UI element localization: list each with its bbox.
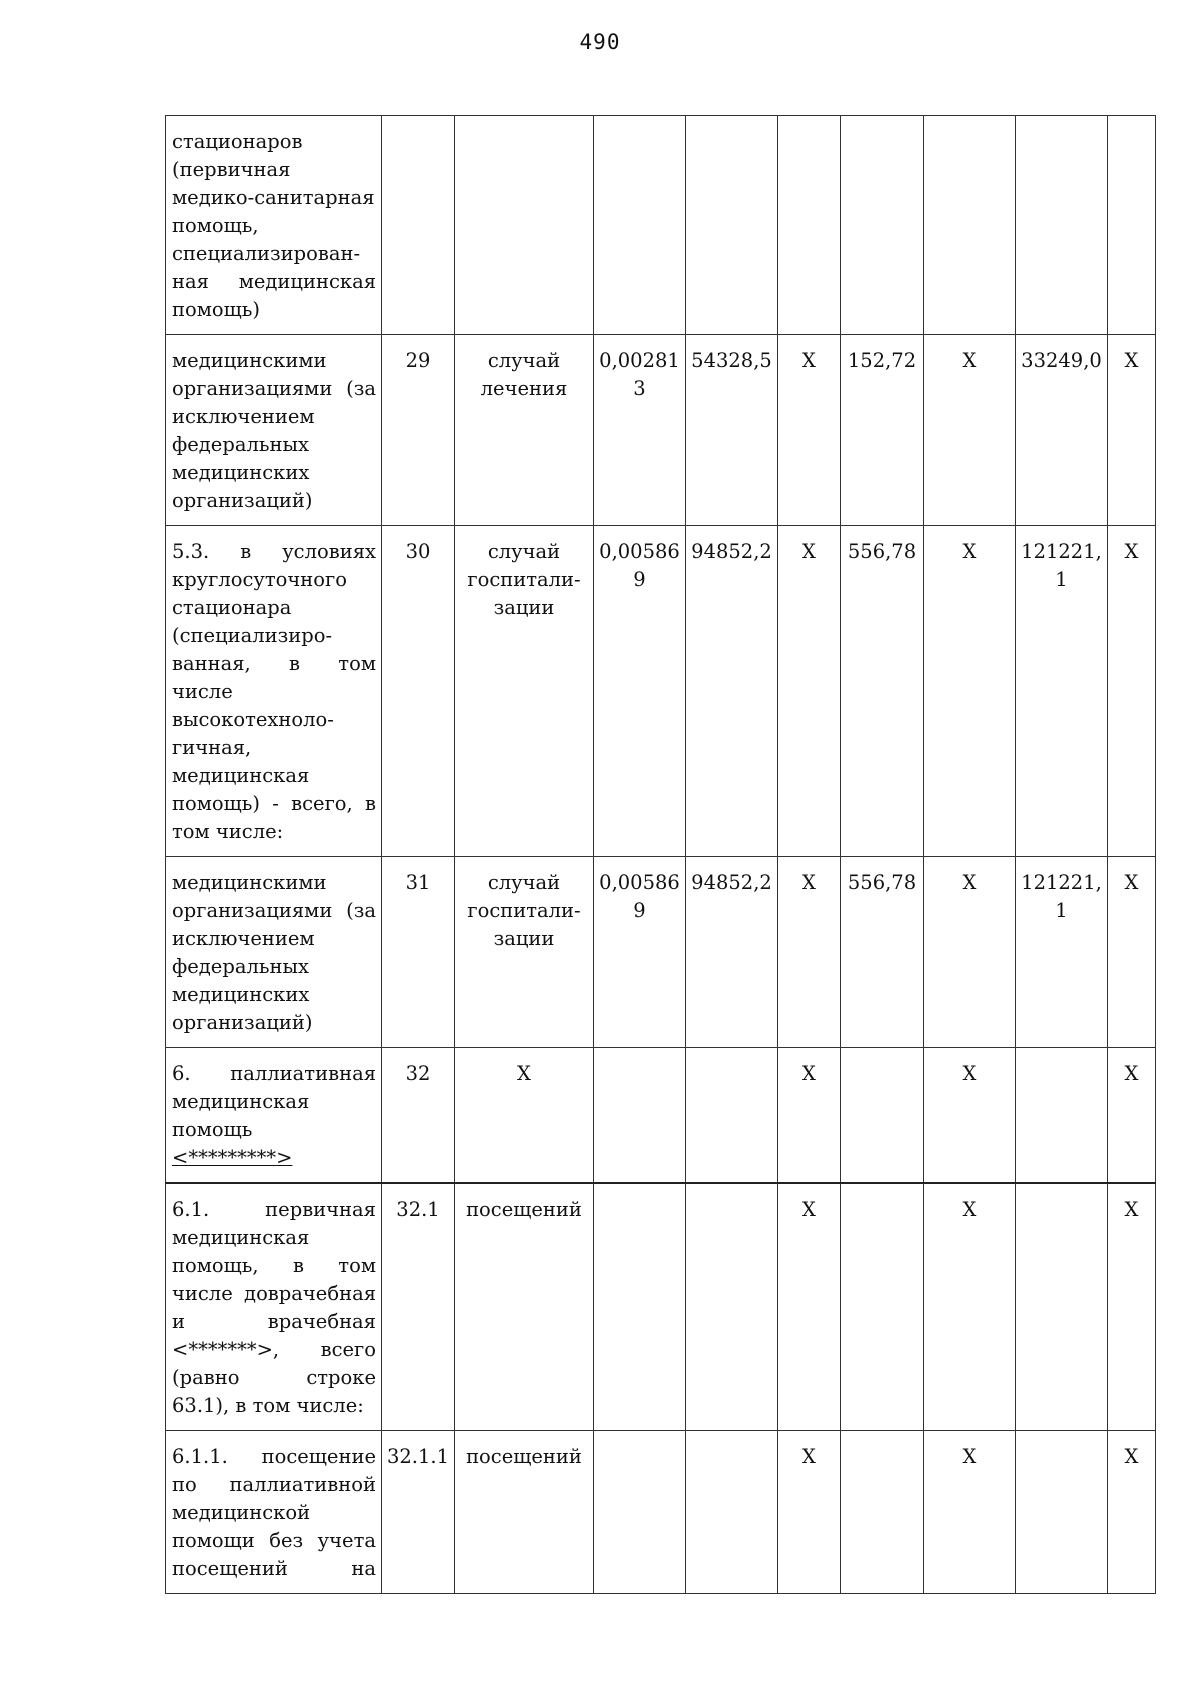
- row-name-cell: [166, 1048, 382, 1184]
- name-line: медицинская: [172, 764, 310, 787]
- name-line: числе: [172, 680, 233, 703]
- name-line: ная медицинская: [172, 270, 376, 293]
- value-cell: X: [1108, 335, 1156, 526]
- value-cell: 94852,2: [686, 857, 778, 1048]
- table-row: [166, 857, 1156, 1048]
- value-cell: [594, 1183, 686, 1431]
- value-cell: [686, 1431, 778, 1594]
- row-name-cell: [166, 1183, 382, 1431]
- value-cell: X: [924, 1048, 1016, 1184]
- name-line: помощь) - всего, в: [172, 792, 376, 815]
- name-line: медицинская: [172, 1090, 310, 1113]
- value-cell: 0,005869: [594, 857, 686, 1048]
- value-cell: [841, 1431, 924, 1594]
- name-line: организаций): [172, 1011, 313, 1034]
- name-line: числе доврачебная: [172, 1282, 376, 1305]
- name-line: помощь: [172, 1118, 253, 1141]
- value-cell: X: [1108, 857, 1156, 1048]
- row-name-cell: [166, 526, 382, 857]
- value-cell: [686, 1048, 778, 1184]
- name-line: 6.1. первичная: [172, 1198, 376, 1221]
- value-cell: [1016, 1431, 1108, 1594]
- value-cell: [841, 1048, 924, 1184]
- value-cell: [594, 1431, 686, 1594]
- name-line: специализирован-: [172, 242, 361, 265]
- value-cell: 94852,2: [686, 526, 778, 857]
- value-cell: [1016, 1048, 1108, 1184]
- name-line: 6. паллиативная: [172, 1062, 376, 1085]
- value-cell: [594, 116, 686, 335]
- data-table: [165, 115, 1156, 1594]
- value-cell: X: [924, 857, 1016, 1048]
- name-line: медицинскими: [172, 349, 327, 372]
- table-body: [166, 116, 1156, 1594]
- value-cell: 0,005869: [594, 526, 686, 857]
- row-number-cell: 29: [382, 335, 455, 526]
- name-line: помощь,: [172, 214, 259, 237]
- name-line: организаций): [172, 489, 313, 512]
- value-cell: [1016, 116, 1108, 335]
- value-cell: X: [1108, 526, 1156, 857]
- name-line: ванная, в том: [172, 652, 376, 675]
- unit-cell: случай лечения: [455, 335, 594, 526]
- row-name-cell: [166, 116, 382, 335]
- name-line: (специализиро-: [172, 624, 333, 647]
- name-line: организациями (за: [172, 377, 376, 400]
- name-line: федеральных: [172, 955, 309, 978]
- value-cell: 0,002813: [594, 335, 686, 526]
- page-number: 490: [579, 30, 621, 54]
- value-cell: X: [924, 1183, 1016, 1431]
- name-line: гичная,: [172, 736, 252, 759]
- name-line: <*********>: [172, 1146, 293, 1169]
- value-cell: 556,78: [841, 526, 924, 857]
- name-line: 63.1), в том числе:: [172, 1394, 364, 1417]
- row-number-cell: 31: [382, 857, 455, 1048]
- value-cell: X: [1108, 1183, 1156, 1431]
- name-line: медицинская: [172, 1226, 310, 1249]
- value-cell: 33249,0: [1016, 335, 1108, 526]
- name-line: медицинской: [172, 1501, 311, 1524]
- value-cell: X: [778, 1048, 841, 1184]
- table-row: [166, 335, 1156, 526]
- name-line: помощь): [172, 298, 260, 321]
- name-line: посещений на: [172, 1557, 376, 1580]
- name-line: исключением: [172, 405, 315, 428]
- value-cell: 121221,1: [1016, 857, 1108, 1048]
- name-line: (первичная: [172, 158, 291, 181]
- row-number-cell: [382, 116, 455, 335]
- table-row: [166, 1431, 1156, 1594]
- value-cell: X: [1108, 1048, 1156, 1184]
- value-cell: 54328,5: [686, 335, 778, 526]
- name-line: медицинских: [172, 983, 310, 1006]
- value-cell: X: [924, 1431, 1016, 1594]
- name-line: помощь, в том: [172, 1254, 376, 1277]
- value-cell: X: [778, 335, 841, 526]
- value-cell: [1016, 1183, 1108, 1431]
- row-number-cell: 32.1.1: [382, 1431, 455, 1594]
- name-line: медико-санитарная: [172, 186, 375, 209]
- name-line: стационаров: [172, 130, 303, 153]
- row-name-cell: [166, 857, 382, 1048]
- name-line: круглосуточного: [172, 568, 347, 591]
- row-number-cell: 30: [382, 526, 455, 857]
- unit-cell: случай госпитали-зации: [455, 526, 594, 857]
- name-line: (равно строке: [172, 1366, 376, 1389]
- name-line: исключением: [172, 927, 315, 950]
- row-number-cell: 32.1: [382, 1183, 455, 1431]
- value-cell: X: [924, 526, 1016, 857]
- name-line: том числе:: [172, 820, 284, 843]
- value-cell: 556,78: [841, 857, 924, 1048]
- name-line: стационара: [172, 596, 292, 619]
- name-line: организациями (за: [172, 899, 376, 922]
- unit-cell: [455, 116, 594, 335]
- value-cell: 152,72: [841, 335, 924, 526]
- value-cell: [1108, 116, 1156, 335]
- name-line: помощи без учета: [172, 1529, 376, 1552]
- unit-cell: посещений: [455, 1183, 594, 1431]
- value-cell: X: [778, 1183, 841, 1431]
- value-cell: [778, 116, 841, 335]
- row-name-cell: [166, 1431, 382, 1594]
- table-row: [166, 526, 1156, 857]
- table-row: [166, 1048, 1156, 1184]
- row-number-cell: 32: [382, 1048, 455, 1184]
- value-cell: [841, 1183, 924, 1431]
- value-cell: 121221,1: [1016, 526, 1108, 857]
- unit-cell: посещений: [455, 1431, 594, 1594]
- unit-cell: X: [455, 1048, 594, 1184]
- value-cell: [924, 116, 1016, 335]
- row-name-cell: [166, 335, 382, 526]
- value-cell: [686, 1183, 778, 1431]
- name-line: 6.1.1. посещение: [172, 1445, 376, 1468]
- value-cell: X: [924, 335, 1016, 526]
- name-line: высокотехноло-: [172, 708, 334, 731]
- name-line: 5.3. в условиях: [172, 540, 376, 563]
- value-cell: X: [778, 526, 841, 857]
- table-row: [166, 1183, 1156, 1431]
- value-cell: [841, 116, 924, 335]
- value-cell: X: [1108, 1431, 1156, 1594]
- table-row: [166, 116, 1156, 335]
- name-line: медицинских: [172, 461, 310, 484]
- value-cell: [594, 1048, 686, 1184]
- name-line: федеральных: [172, 433, 309, 456]
- name-line: <*******>, всего: [172, 1338, 376, 1361]
- name-line: медицинскими: [172, 871, 327, 894]
- value-cell: X: [778, 1431, 841, 1594]
- value-cell: X: [778, 857, 841, 1048]
- name-line: по паллиативной: [172, 1473, 376, 1496]
- unit-cell: случай госпитали-зации: [455, 857, 594, 1048]
- value-cell: [686, 116, 778, 335]
- name-line: и врачебная: [172, 1310, 376, 1333]
